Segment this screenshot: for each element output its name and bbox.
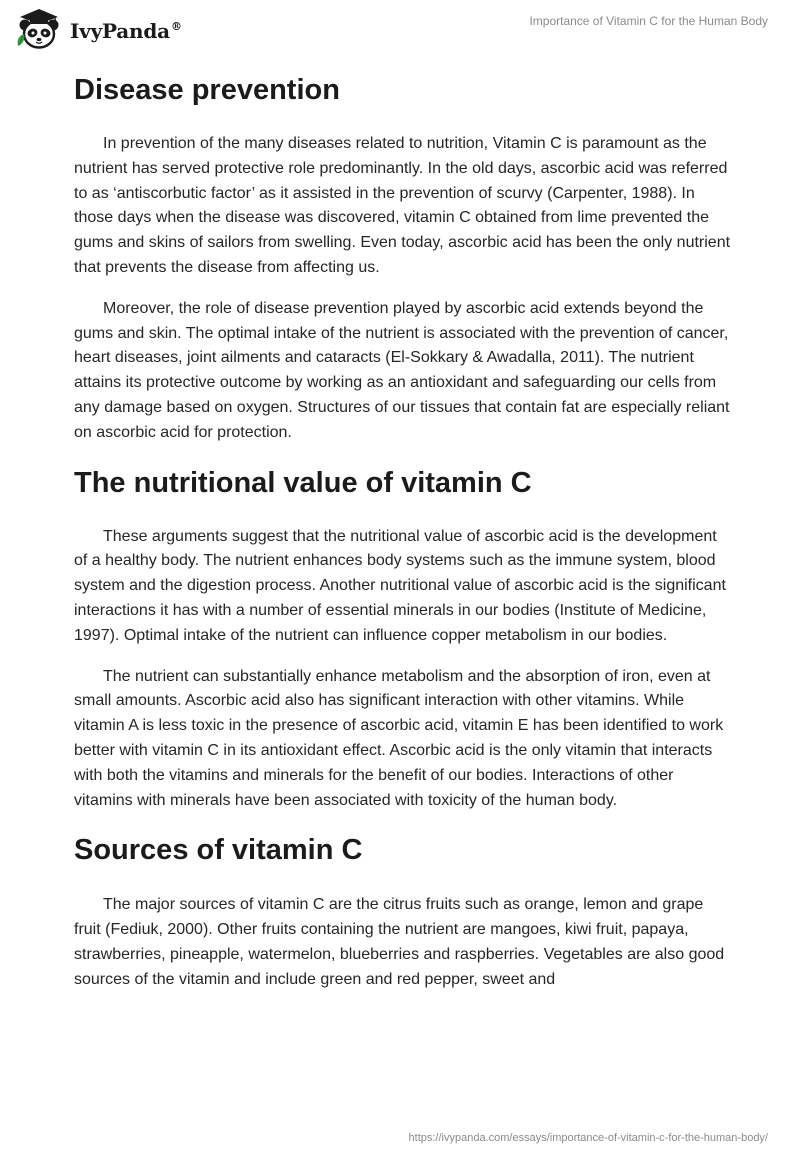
brand-text: IvyPanda — [70, 19, 170, 43]
paragraph: In prevention of the many diseases related to nutrition, Vitamin C is paramount as the nutrient has served protective role predominantly. In the old days, ascorbic acid was referred to as ‘antiscorbutic factor’ as it assisted in the prevention of scurvy (Carpenter, 1988). In those days when the disease was discovered, vitamin C obtained from lime prevented the gums and skins of sailors from swelling. Even today, ascorbic acid has been the only nutrient that prevents the disease from affecting us. — [74, 135, 731, 276]
document-title: Importance of Vitamin C for the Human Body — [529, 14, 768, 28]
section-heading-disease-prevention: Disease prevention — [74, 74, 340, 106]
paragraph: These arguments suggest that the nutritional value of ascorbic acid is the development of a healthy body. The nutrient enhances body systems such as the immune system, blood system and the digestion process. Another nutritional value of ascorbic acid is the significant interactions it has with a number of essential minerals in our bodies (Institute of Medicine, 1997). Optimal intake of the nutrient can influence copper metabolism in our bodies. — [74, 527, 726, 644]
paragraph: Moreover, the role of disease prevention played by ascorbic acid extends beyond the gums and skin. The optimal intake of the nutrient is associated with the prevention of cancer, heart diseases, joint ailments and cataracts (El-Sokkary & Awadalla, 2011). The nutrient attains its protective outcome by working as an antioxidant and safeguarding our cells from any damage based on oxygen. Structures of our tissues that contain fat are especially reliant on ascorbic acid for protection. — [74, 299, 730, 441]
ivypanda-logo[interactable] — [14, 6, 182, 52]
section-heading-nutritional-value: The nutritional value of vitamin C — [74, 466, 532, 499]
paragraph: The major sources of vitamin C are the citrus fruits such as orange, lemon and grape fruit (Fediuk, 2000). Other fruits containing the nutrient are mangoes, kiwi fruit, papaya, strawberries, pineapple, watermelon, blueberries and raspberries. Vegetables are also good sources of the vitamin and include green and red pepper, sweet and — [74, 896, 725, 988]
essay-body — [74, 67, 734, 993]
panda-graduation-cap-icon — [14, 6, 64, 52]
source-url[interactable]: https://ivypanda.com/essays/importance-of-vitamin-c-for-the-human-body/ — [408, 1132, 768, 1144]
brand-name — [70, 19, 182, 43]
paragraph: The nutrient can substantially enhance metabolism and the absorption of iron, even at small amounts. Ascorbic acid also has significant interaction with other vitamins. While vitamin A is less toxic in the presence of ascorbic acid, vitamin E has been identified to work better with vitamin C in its antioxidant effect. Ascorbic acid is the only vitamin that interacts with both the vitamins and minerals for the benefit of our bodies. Interactions of other vitamins with minerals have been associated with toxicity of the human body. — [74, 667, 724, 809]
section-heading-sources: Sources of vitamin C — [74, 834, 363, 867]
registered-mark: ® — [170, 20, 182, 34]
page-header — [0, 0, 800, 60]
